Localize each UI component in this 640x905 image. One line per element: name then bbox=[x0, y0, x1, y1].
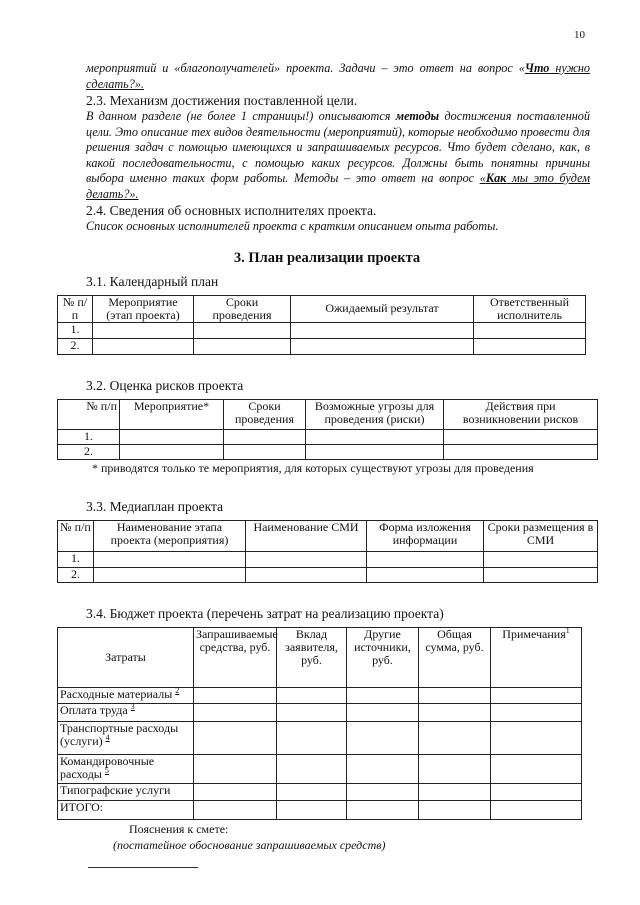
text: В данном разделе (не более 1 страницы!) описываются bbox=[86, 109, 396, 123]
text: достижения поставленной цели. Это описание тех видов деятельности (мероприятий), которые необходимо провести для решения задач с помощью имеющихся и запрашиваемых ресурсов. Что будет сделано, как, в какой последовательности, с помощью каких ресурсов. Должны быть понятны причины выбора именно таких форм работы. Методы – это ответ на вопрос bbox=[86, 109, 590, 185]
text: мы это будем делать?». bbox=[86, 171, 590, 201]
table-header-row bbox=[58, 295, 586, 322]
table-header-row bbox=[58, 399, 598, 429]
header-cell: № п/п bbox=[58, 399, 120, 429]
header-cell: Сроки проведения bbox=[194, 295, 291, 322]
section-2-4-heading: 2.4. Сведения об основных исполнителях проекта. bbox=[86, 203, 377, 218]
table-row bbox=[58, 338, 586, 354]
text: нужно сделать?». bbox=[86, 61, 590, 91]
footnote-mark: 3 bbox=[130, 701, 135, 711]
section-2-3-text bbox=[86, 109, 590, 202]
page-number: 10 bbox=[574, 29, 585, 41]
header-cell: Ожидаемый результат bbox=[291, 295, 474, 322]
text: Примечания bbox=[502, 626, 566, 641]
text: мероприятий и «благополучателей» проекта. Задачи – это ответ на вопрос « bbox=[86, 61, 525, 75]
header-cell: Запрашиваемые средства, руб. bbox=[194, 627, 277, 687]
section-3-3-heading: 3.3. Медиаплан проекта bbox=[86, 498, 224, 514]
footnote-mark: 2 bbox=[175, 685, 180, 695]
row-number: 1. bbox=[58, 429, 120, 444]
budget-table bbox=[57, 627, 582, 820]
footnote-mark: 1 bbox=[565, 625, 570, 635]
row-label: Расходные материалы $^2$ bbox=[58, 687, 194, 703]
section-2-3-heading: 2.3. Механизм достижения поставленной цели. bbox=[86, 93, 358, 108]
table-row bbox=[58, 444, 598, 459]
header-cell: Ответственный исполнитель bbox=[474, 295, 586, 322]
table-row bbox=[58, 703, 582, 721]
section-2-4-text: Список основных исполнителей проекта с кратким описанием опыта работы. bbox=[86, 219, 499, 233]
header-cell: Наименование СМИ bbox=[246, 520, 367, 551]
header-cell bbox=[491, 627, 582, 687]
header-cell: Возможные угрозы для проведения (риски) bbox=[306, 399, 444, 429]
row-label: Транспортные расходы (услуги) $^4$ bbox=[58, 721, 194, 754]
header-cell: Мероприятие (этап проекта) bbox=[93, 295, 194, 322]
risk-footnote: * приводятся только те мероприятия, для которых существуют угрозы для проведения bbox=[92, 460, 534, 475]
header-cell: № п/п bbox=[58, 520, 94, 551]
table-row bbox=[58, 322, 586, 338]
media-plan-table bbox=[57, 520, 598, 583]
row-number: 2. bbox=[58, 338, 93, 354]
row-number: 1. bbox=[58, 322, 93, 338]
row-number: 2. bbox=[58, 567, 94, 582]
table-row bbox=[58, 687, 582, 703]
row-label: Оплата труда $^3$ bbox=[58, 703, 194, 721]
section-3-2-heading: 3.2. Оценка рисков проекта bbox=[86, 377, 244, 393]
header-cell: Сроки размещения в СМИ bbox=[484, 520, 598, 551]
estimate-explanation-label: Пояснения к смете: bbox=[129, 821, 229, 836]
header-cell: Сроки проведения bbox=[224, 399, 306, 429]
header-cell: Затраты bbox=[58, 627, 194, 687]
table-row-total bbox=[58, 800, 582, 819]
bold-text: методы bbox=[395, 109, 440, 123]
calendar-plan-table bbox=[57, 295, 586, 355]
estimate-explanation-note: (постатейное обоснование запрашиваемых средств) bbox=[113, 837, 386, 852]
intro-tasks-text bbox=[86, 61, 590, 92]
row-label: ИТОГО: bbox=[58, 800, 194, 819]
footnote-mark: 5 bbox=[104, 765, 109, 775]
table-row bbox=[58, 754, 582, 783]
footnote-separator bbox=[88, 867, 198, 868]
table-row bbox=[58, 429, 598, 444]
row-number: 1. bbox=[58, 551, 94, 567]
header-cell: Вклад заявителя, руб. bbox=[277, 627, 347, 687]
text: « bbox=[479, 171, 486, 185]
row-label: Типографские услуги bbox=[58, 783, 194, 800]
row-number: 2. bbox=[58, 444, 120, 459]
section-3-title: 3. План реализации проекта bbox=[233, 249, 421, 266]
table-header-row bbox=[58, 520, 598, 551]
header-cell: Наименование этапа проекта (мероприятия) bbox=[94, 520, 246, 551]
bold-text: Что bbox=[524, 61, 550, 75]
header-cell: Мероприятие* bbox=[120, 399, 224, 429]
header-cell: Действия при возникновении рисков bbox=[444, 399, 598, 429]
table-row bbox=[58, 567, 598, 582]
header-cell: Другие источники, руб. bbox=[347, 627, 419, 687]
bold-text: Как bbox=[485, 171, 507, 185]
table-row bbox=[58, 783, 582, 800]
header-cell: № п/п bbox=[58, 295, 93, 322]
section-3-4-heading: 3.4. Бюджет проекта (перечень затрат на реализацию проекта) bbox=[86, 605, 444, 621]
page-content bbox=[57, 61, 597, 868]
section-3-1-heading: 3.1. Календарный план bbox=[86, 273, 219, 289]
table-row bbox=[58, 721, 582, 754]
table-row bbox=[58, 551, 598, 567]
table-header-row bbox=[58, 627, 582, 687]
risk-assessment-table bbox=[57, 399, 598, 460]
row-label: Командировочные расходы $^5$ bbox=[58, 754, 194, 783]
header-cell: Общая сумма, руб. bbox=[419, 627, 491, 687]
header-cell: Форма изложения информации bbox=[367, 520, 484, 551]
footnote-mark: 4 bbox=[105, 732, 110, 742]
